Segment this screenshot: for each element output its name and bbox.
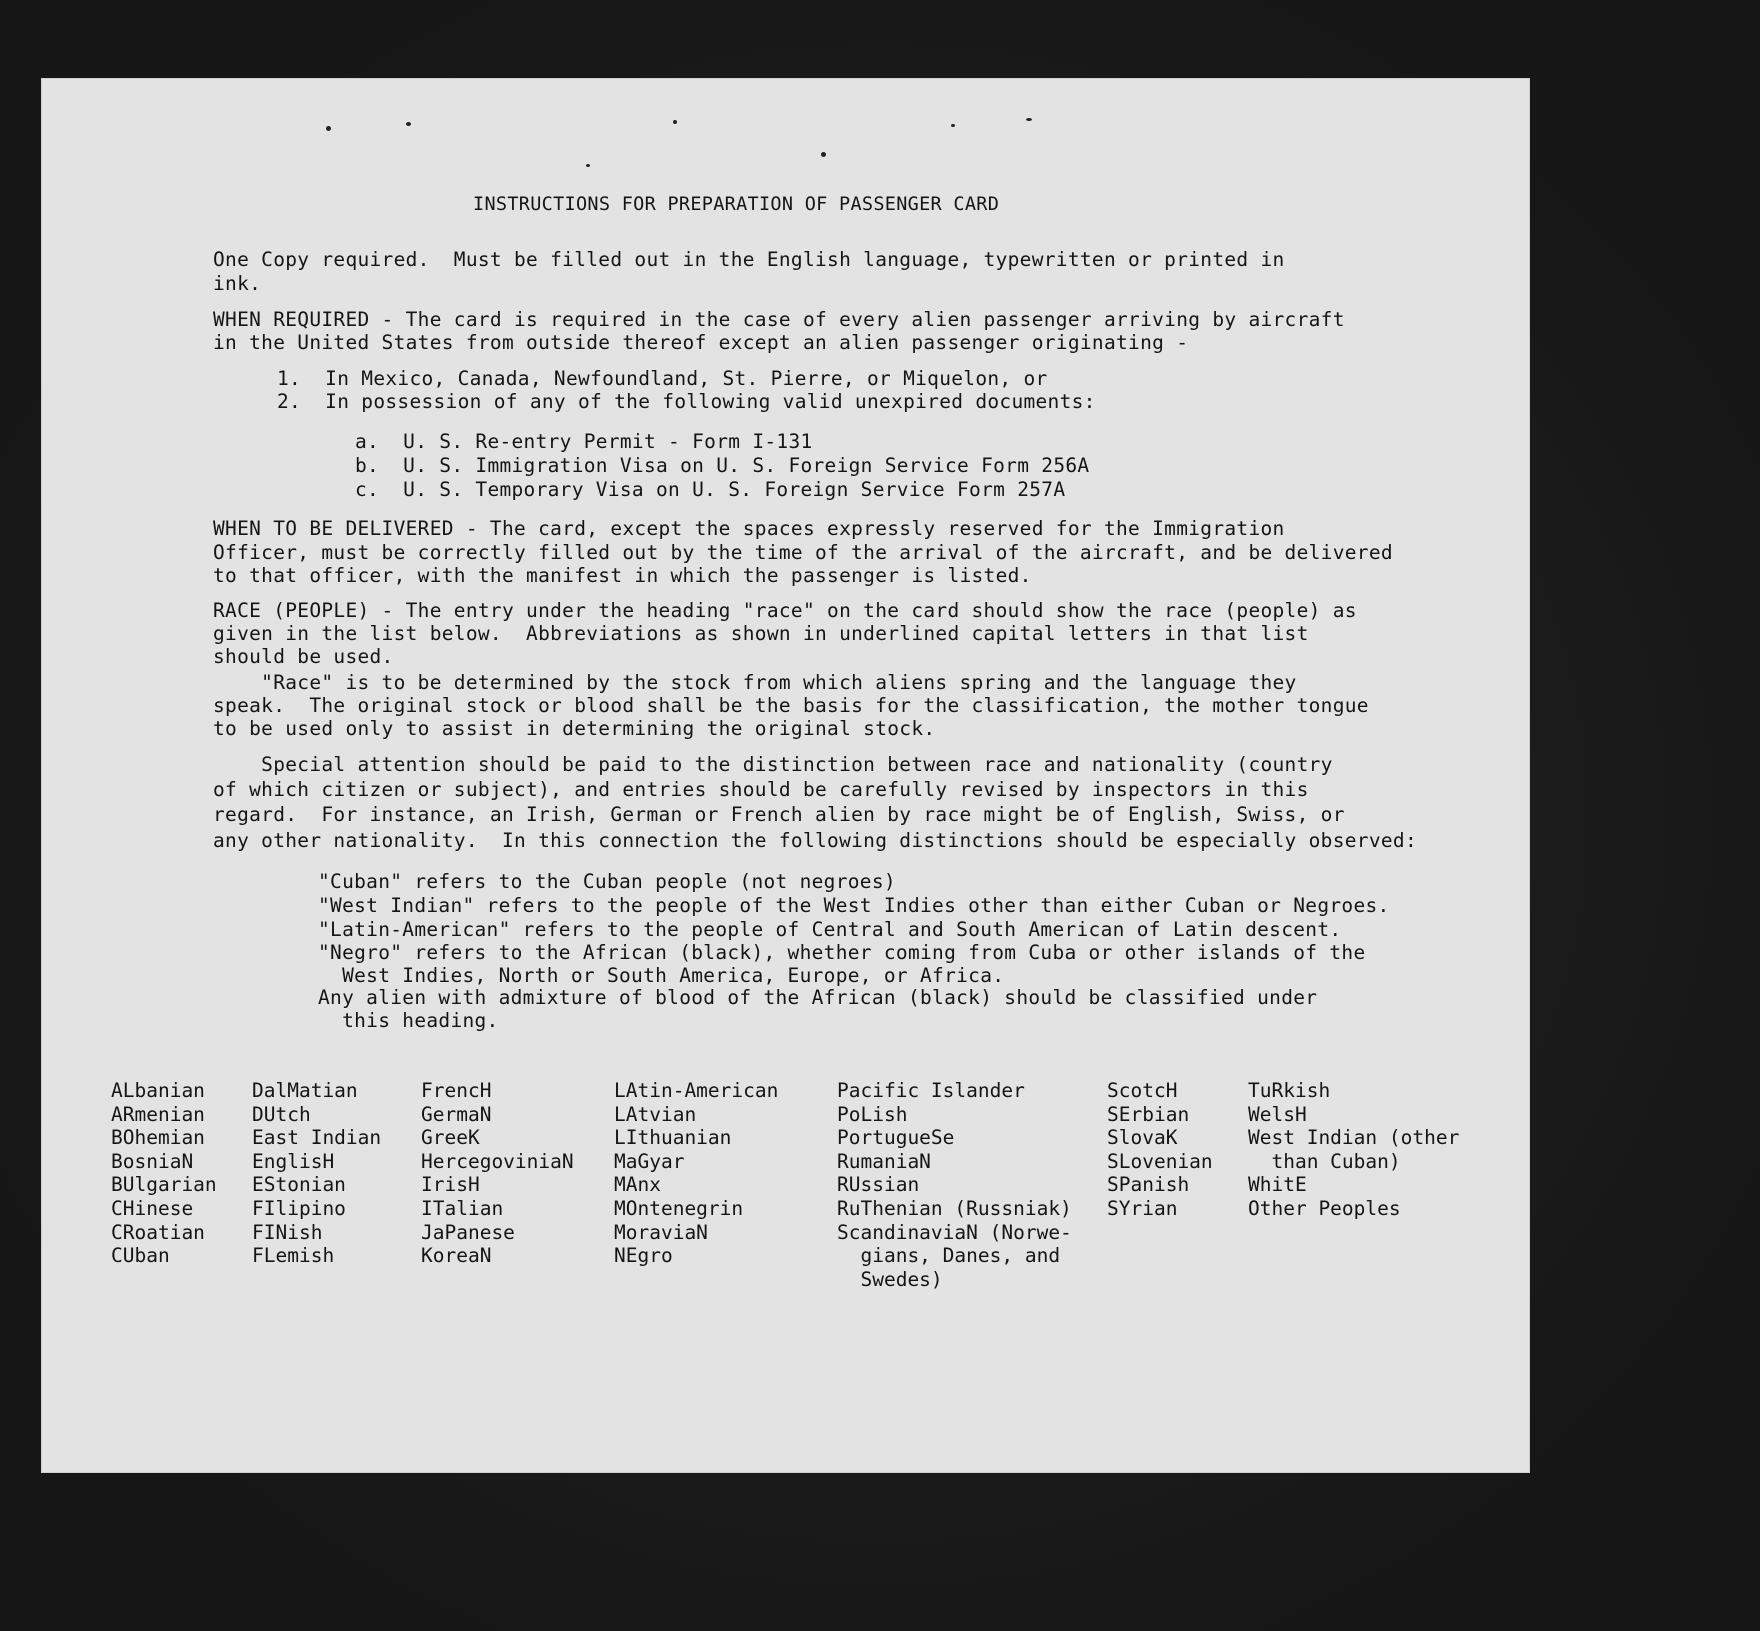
race-list-item: SErbian — [1107, 1102, 1190, 1126]
race-list-item: NEgro — [614, 1244, 673, 1268]
race-list-item: FLemish — [252, 1244, 335, 1268]
race-list-item: ARmenian — [111, 1102, 205, 1126]
race-people-line-3: should be used. — [213, 645, 394, 668]
race-list-item: IrisH — [421, 1173, 480, 1197]
race-list-item: GreeK — [421, 1126, 480, 1150]
race-list-item: RumaniaN — [837, 1149, 931, 1173]
race-list-item: SLovenian — [1107, 1149, 1213, 1173]
race-list-item: JaPanese — [421, 1220, 515, 1244]
race-list-item: GermaN — [421, 1102, 492, 1126]
race-list-item: Swedes) — [837, 1267, 943, 1291]
distinction-line-6: Any alien with admixture of blood of the African (black) should be classified under — [318, 986, 1318, 1009]
intro-line-2: ink. — [213, 272, 262, 295]
race-list-item: CUban — [111, 1244, 170, 1268]
speck — [586, 164, 590, 167]
race-list-item: West Indian (other — [1248, 1126, 1460, 1150]
race-list-item: BUlgarian — [111, 1173, 217, 1197]
race-definition-line-2: speak. The original stock or blood shall be the basis for the classification, the mother tongue — [213, 694, 1369, 717]
special-attention-line-2: of which citizen or subject), and entries should be carefully revised by inspectors in this — [213, 778, 1309, 801]
numbered-item-2: 2. In possession of any of the following valid unexpired documents: — [277, 390, 1096, 413]
race-list-item: ITalian — [421, 1196, 504, 1220]
race-list-item: MaGyar — [614, 1149, 685, 1173]
speck — [951, 124, 955, 127]
intro-line-1: One Copy required. Must be filled out in the English language, typewritten or printed in — [213, 248, 1285, 271]
race-list-col-4 — [614, 1079, 778, 1268]
distinction-line-5: West Indies, North or South America, Europe, or Africa. — [318, 964, 1005, 987]
race-list-item: SPanish — [1107, 1173, 1190, 1197]
race-list-item: RUssian — [837, 1173, 920, 1197]
special-attention-line-3: regard. For instance, an Irish, German or French alien by race might be of English, Swiss, or — [213, 803, 1345, 826]
when-delivered-line-3: to that officer, with the manifest in which the passenger is listed. — [213, 564, 1032, 587]
distinction-line-7: this heading. — [318, 1009, 499, 1032]
race-people-line-1: RACE (PEOPLE) - The entry under the heading "race" on the card should show the race (people) as — [213, 599, 1357, 622]
document-item-b: b. U. S. Immigration Visa on U. S. Foreign Service Form 256A — [355, 454, 1090, 477]
race-list-item: RuThenian (Russniak) — [837, 1196, 1072, 1220]
race-list-item: SYrian — [1107, 1196, 1178, 1220]
race-list-item: MOntenegrin — [614, 1196, 744, 1220]
race-list-item: gians, Danes, and — [837, 1244, 1061, 1268]
race-list-item: Other Peoples — [1248, 1196, 1401, 1220]
race-list-col-6 — [1107, 1079, 1213, 1221]
speck — [326, 126, 331, 131]
race-list-col-5 — [837, 1079, 1072, 1291]
race-list-item: FINish — [252, 1220, 323, 1244]
race-people-line-2: given in the list below. Abbreviations as shown in underlined capital letters in that list — [213, 622, 1309, 645]
race-list-item: EStonian — [252, 1173, 346, 1197]
race-list-col-2 — [252, 1079, 381, 1268]
race-list-col-3 — [421, 1079, 574, 1268]
race-list-item: LAtin-American — [614, 1079, 779, 1102]
distinction-line-1: "Cuban" refers to the Cuban people (not negroes) — [318, 870, 896, 893]
race-list-item: EnglisH — [252, 1149, 335, 1173]
race-list-item: FIlipino — [252, 1196, 346, 1220]
distinction-line-4: "Negro" refers to the African (black), whether coming from Cuba or other islands of the — [318, 941, 1366, 964]
speck — [673, 120, 677, 124]
race-list-col-7 — [1248, 1079, 1459, 1221]
race-list-item: ALbanian — [111, 1079, 205, 1102]
race-list-col-1 — [111, 1079, 217, 1268]
distinction-line-3: "Latin-American" refers to the people of Central and South American of Latin descent. — [318, 918, 1342, 941]
race-list-item: PortugueSe — [837, 1126, 955, 1150]
race-list-item: ScotcH — [1107, 1079, 1178, 1102]
race-list-item: DUtch — [252, 1102, 311, 1126]
race-definition-line-3: to be used only to assist in determining the original stock. — [213, 717, 936, 740]
race-list-item: Pacific Islander — [837, 1079, 1025, 1102]
race-list-item: WhitE — [1248, 1173, 1307, 1197]
page-title: INSTRUCTIONS FOR PREPARATION OF PASSENGER CARD — [473, 194, 1000, 215]
race-list-item: FrencH — [421, 1079, 492, 1102]
special-attention-line-4: any other nationality. In this connection the following distinctions should be especially observed: — [213, 829, 1417, 852]
race-list-item: KoreaN — [421, 1244, 492, 1268]
when-delivered-line-1: WHEN TO BE DELIVERED - The card, except the spaces expressly reserved for the Immigration — [213, 517, 1285, 540]
race-list-item: PoLish — [837, 1102, 908, 1126]
when-delivered-line-2: Officer, must be correctly filled out by the time of the arrival of the aircraft, and be delivered — [213, 541, 1393, 564]
race-list-item: BOhemian — [111, 1126, 205, 1150]
speck — [406, 122, 411, 126]
document-item-c: c. U. S. Temporary Visa on U. S. Foreign Service Form 257A — [355, 478, 1066, 501]
race-list-item: HercegoviniaN — [421, 1149, 574, 1173]
race-list-item: East Indian — [252, 1126, 382, 1150]
race-list-item: DalMatian — [252, 1079, 358, 1102]
special-attention-line-1: Special attention should be paid to the distinction between race and nationality (country — [213, 753, 1333, 776]
race-list-item: WelsH — [1248, 1102, 1307, 1126]
when-required-line-2: in the United States from outside thereof except an alien passenger originating - — [213, 331, 1189, 354]
race-list-item: CRoatian — [111, 1220, 205, 1244]
speck — [1026, 118, 1032, 121]
race-list-item: BosniaN — [111, 1149, 194, 1173]
when-required-line-1: WHEN REQUIRED - The card is required in the case of every alien passenger arriving by aircraft — [213, 308, 1345, 331]
race-list-item: CHinese — [111, 1196, 194, 1220]
race-list-item: than Cuban) — [1248, 1149, 1401, 1173]
document-page — [41, 78, 1530, 1473]
race-list-item: MAnx — [614, 1173, 661, 1197]
race-list-item: ScandinaviaN (Norwe- — [837, 1220, 1072, 1244]
race-list-item: LAtvian — [614, 1102, 697, 1126]
document-item-a: a. U. S. Re-entry Permit - Form I-131 — [355, 430, 813, 453]
numbered-item-1: 1. In Mexico, Canada, Newfoundland, St. Pierre, or Miquelon, or — [277, 367, 1048, 390]
race-definition-line-1: "Race" is to be determined by the stock from which aliens spring and the language they — [213, 671, 1297, 694]
race-list-item: MoraviaN — [614, 1220, 708, 1244]
race-list-item: SlovaK — [1107, 1126, 1178, 1150]
race-list-item: TuRkish — [1248, 1079, 1331, 1102]
speck — [821, 152, 826, 157]
race-list-item: LIthuanian — [614, 1126, 732, 1150]
distinction-line-2: "West Indian" refers to the people of the West Indies other than either Cuban or Negroes. — [318, 894, 1390, 917]
